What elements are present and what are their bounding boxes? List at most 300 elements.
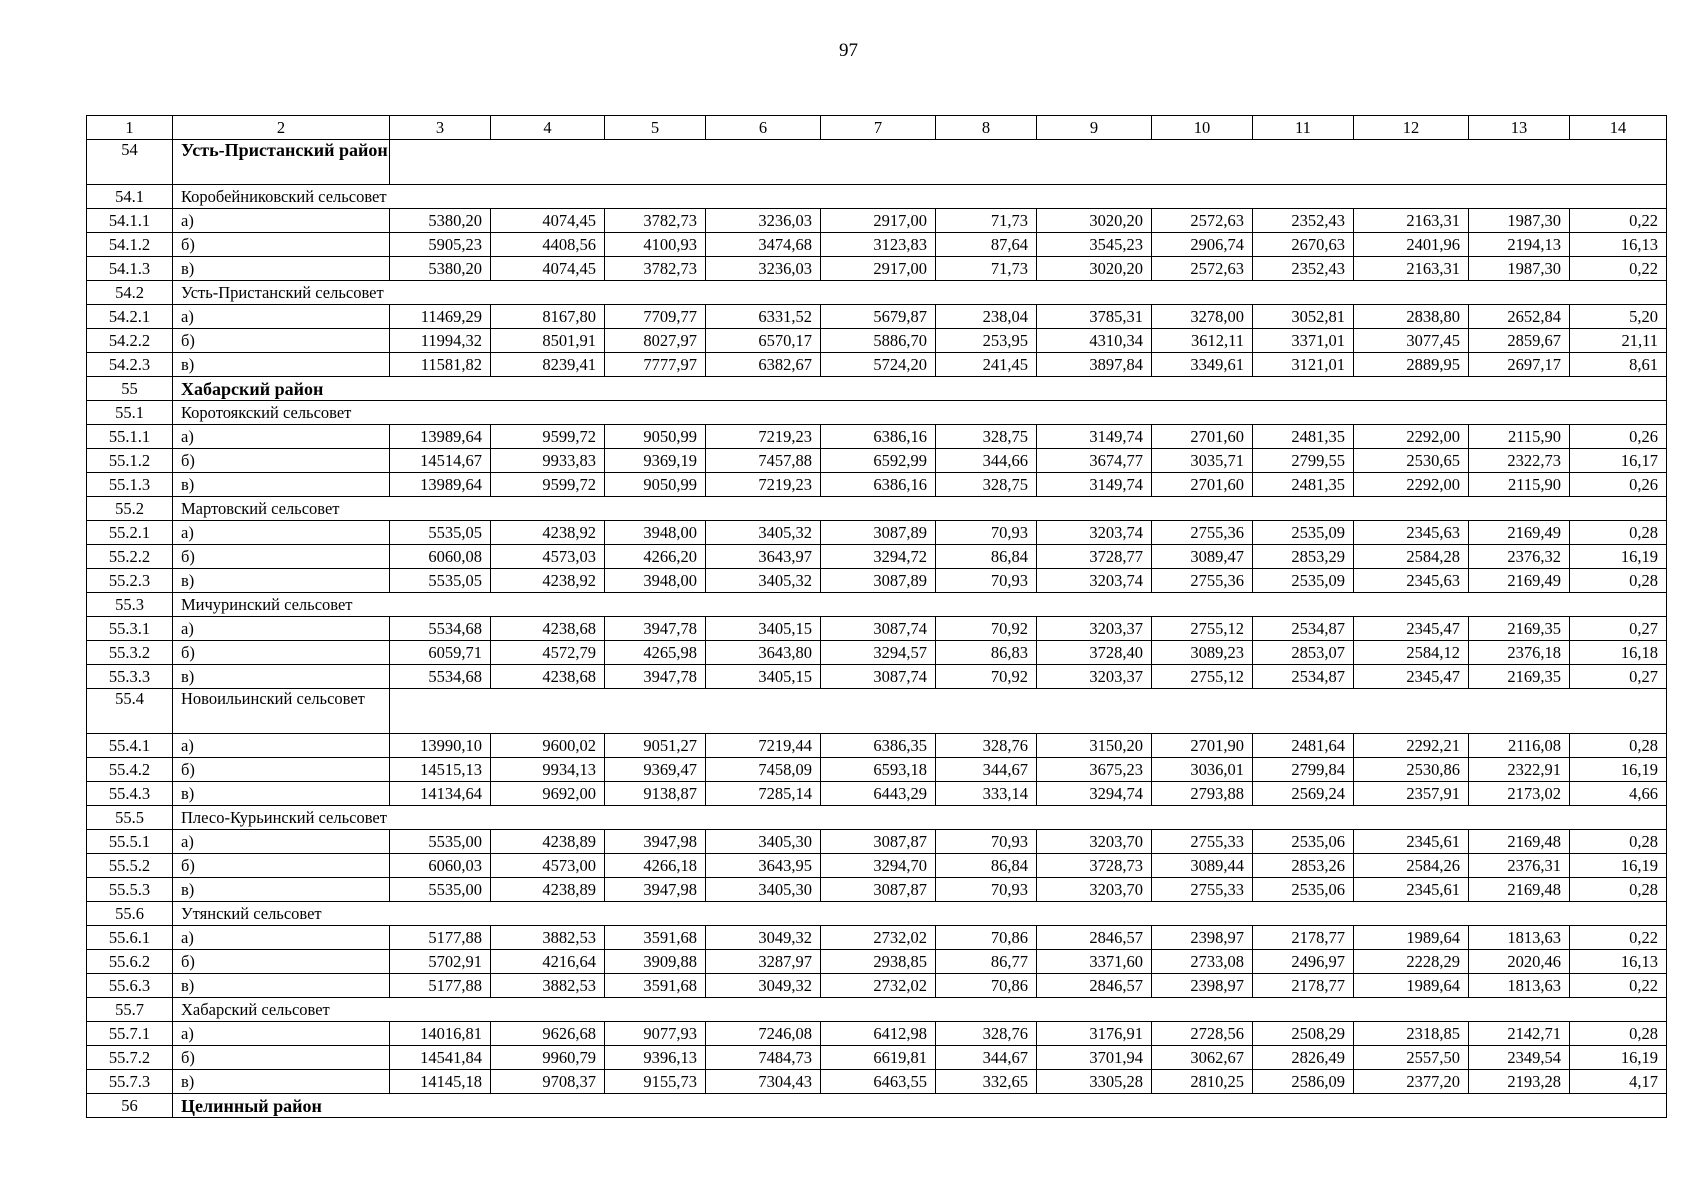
value-cell: 4100,93 [605,233,706,257]
value-cell: 3203,74 [1037,569,1152,593]
value-cell: 3882,53 [491,926,605,950]
value-cell: 9050,99 [605,473,706,497]
value-cell: 3087,87 [821,830,936,854]
value-cell: 3882,53 [491,974,605,998]
row-code: 54.1.3 [87,257,173,281]
value-cell: 9050,99 [605,425,706,449]
value-cell: 2701,60 [1152,473,1253,497]
row-code: 54.2.3 [87,353,173,377]
data-row [87,617,1667,641]
value-cell: 2169,49 [1469,521,1570,545]
value-cell: 0,26 [1570,425,1667,449]
value-cell: 16,13 [1570,233,1667,257]
value-cell: 8239,41 [491,353,605,377]
value-cell: 5535,00 [390,878,491,902]
value-cell: 3948,00 [605,569,706,593]
value-cell: 2853,07 [1253,641,1354,665]
row-label: б) [173,449,390,473]
value-cell: 344,67 [936,1046,1037,1070]
value-cell: 5886,70 [821,329,936,353]
value-cell: 2115,90 [1469,473,1570,497]
data-row [87,1046,1667,1070]
row-code: 55.5.1 [87,830,173,854]
value-cell: 2169,48 [1469,878,1570,902]
table-body [87,116,1667,1118]
value-cell: 2572,63 [1152,209,1253,233]
row-label: б) [173,1046,390,1070]
data-row [87,734,1667,758]
row-code: 55.1 [87,401,173,425]
value-cell: 2352,43 [1253,209,1354,233]
value-cell: 71,73 [936,257,1037,281]
row-code: 55.4.1 [87,734,173,758]
data-row [87,233,1667,257]
header-cell: 9 [1037,116,1152,140]
district-row [87,1094,1667,1118]
row-label: в) [173,1070,390,1094]
value-cell: 5,20 [1570,305,1667,329]
section-name: Мичуринский сельсовет [173,593,1667,617]
value-cell: 3405,15 [706,665,821,689]
value-cell: 3087,89 [821,569,936,593]
data-row [87,353,1667,377]
value-cell: 2530,86 [1354,758,1469,782]
row-label: б) [173,233,390,257]
value-cell: 6619,81 [821,1046,936,1070]
value-cell: 16,19 [1570,1046,1667,1070]
value-cell: 7219,23 [706,425,821,449]
value-cell: 2755,36 [1152,521,1253,545]
value-cell: 4573,00 [491,854,605,878]
value-cell: 8167,80 [491,305,605,329]
value-cell: 3049,32 [706,974,821,998]
value-cell: 2322,91 [1469,758,1570,782]
row-label: в) [173,665,390,689]
value-cell: 0,28 [1570,521,1667,545]
value-cell: 70,93 [936,878,1037,902]
value-cell: 5702,91 [390,950,491,974]
row-code: 55.6.3 [87,974,173,998]
value-cell: 3203,70 [1037,878,1152,902]
value-cell: 6463,55 [821,1070,936,1094]
value-cell: 2584,26 [1354,854,1469,878]
value-cell: 2572,63 [1152,257,1253,281]
row-code: 54.1.1 [87,209,173,233]
value-cell: 4,66 [1570,782,1667,806]
value-cell: 3947,98 [605,878,706,902]
value-cell: 4238,89 [491,830,605,854]
value-cell: 2846,57 [1037,926,1152,950]
value-cell: 328,75 [936,473,1037,497]
row-code: 55.1.2 [87,449,173,473]
value-cell: 344,67 [936,758,1037,782]
value-cell: 2345,61 [1354,878,1469,902]
value-cell: 2228,29 [1354,950,1469,974]
value-cell: 3123,83 [821,233,936,257]
row-code: 55.6 [87,902,173,926]
value-cell: 2535,09 [1253,569,1354,593]
value-cell: 2917,00 [821,257,936,281]
section-name: Коробейниковский сельсовет [173,185,1667,209]
value-cell: 3591,68 [605,926,706,950]
value-cell: 4216,64 [491,950,605,974]
value-cell: 2917,00 [821,209,936,233]
value-cell: 1813,63 [1469,926,1570,950]
value-cell: 2345,61 [1354,830,1469,854]
value-cell: 3643,97 [706,545,821,569]
data-row [87,449,1667,473]
row-code: 54.1 [87,185,173,209]
row-label: в) [173,878,390,902]
value-cell: 6386,35 [821,734,936,758]
value-cell: 2481,64 [1253,734,1354,758]
value-cell: 9369,19 [605,449,706,473]
header-cell: 13 [1469,116,1570,140]
row-label: б) [173,545,390,569]
value-cell: 7219,23 [706,473,821,497]
tariff-table [86,115,1667,1118]
value-cell: 14515,13 [390,758,491,782]
value-cell: 3405,32 [706,521,821,545]
value-cell: 2292,00 [1354,425,1469,449]
value-cell: 3287,97 [706,950,821,974]
value-cell: 2838,80 [1354,305,1469,329]
value-cell: 11994,32 [390,329,491,353]
value-cell: 2345,47 [1354,665,1469,689]
value-cell: 6570,17 [706,329,821,353]
value-cell: 3674,77 [1037,449,1152,473]
row-label: б) [173,641,390,665]
value-cell: 5905,23 [390,233,491,257]
value-cell: 2163,31 [1354,209,1469,233]
value-cell: 4408,56 [491,233,605,257]
district-row [87,377,1667,401]
value-cell: 2292,00 [1354,473,1469,497]
header-cell: 8 [936,116,1037,140]
district-name: Хабарский район [173,377,1667,401]
value-cell: 1987,30 [1469,209,1570,233]
value-cell: 9138,87 [605,782,706,806]
value-cell: 3782,73 [605,209,706,233]
value-cell: 238,04 [936,305,1037,329]
value-cell: 3020,20 [1037,257,1152,281]
value-cell: 3294,70 [821,854,936,878]
value-cell: 2376,18 [1469,641,1570,665]
value-cell: 5177,88 [390,926,491,950]
value-cell: 5534,68 [390,617,491,641]
value-cell: 5380,20 [390,209,491,233]
value-cell: 16,17 [1570,449,1667,473]
value-cell: 2799,55 [1253,449,1354,473]
value-cell: 3349,61 [1152,353,1253,377]
value-cell: 2352,43 [1253,257,1354,281]
value-cell: 9051,27 [605,734,706,758]
value-cell: 2376,31 [1469,854,1570,878]
value-cell: 70,86 [936,974,1037,998]
value-cell: 9960,79 [491,1046,605,1070]
value-cell: 2357,91 [1354,782,1469,806]
value-cell: 2345,63 [1354,521,1469,545]
value-cell: 3121,01 [1253,353,1354,377]
value-cell: 3176,91 [1037,1022,1152,1046]
value-cell: 2173,02 [1469,782,1570,806]
value-cell: 2349,54 [1469,1046,1570,1070]
value-cell: 6060,03 [390,854,491,878]
value-cell: 9369,47 [605,758,706,782]
value-cell: 9396,13 [605,1046,706,1070]
value-cell: 2584,28 [1354,545,1469,569]
value-cell: 4074,45 [491,209,605,233]
value-cell: 3020,20 [1037,209,1152,233]
value-cell: 9599,72 [491,425,605,449]
district-name: Целинный район [173,1094,1667,1118]
value-cell: 1987,30 [1469,257,1570,281]
value-cell: 2697,17 [1469,353,1570,377]
value-cell: 2826,49 [1253,1046,1354,1070]
value-cell: 4573,03 [491,545,605,569]
row-label: а) [173,830,390,854]
row-label: а) [173,305,390,329]
value-cell: 0,22 [1570,257,1667,281]
value-cell: 4238,92 [491,569,605,593]
data-row [87,521,1667,545]
header-cell: 2 [173,116,390,140]
value-cell: 3305,28 [1037,1070,1152,1094]
value-cell: 9708,37 [491,1070,605,1094]
value-cell: 4074,45 [491,257,605,281]
value-cell: 2733,08 [1152,950,1253,974]
value-cell: 3728,77 [1037,545,1152,569]
value-cell: 3294,74 [1037,782,1152,806]
value-cell: 6593,18 [821,758,936,782]
value-cell: 2194,13 [1469,233,1570,257]
data-row [87,209,1667,233]
value-cell: 70,93 [936,521,1037,545]
value-cell: 3545,23 [1037,233,1152,257]
section-row [87,902,1667,926]
data-row [87,854,1667,878]
value-cell: 70,92 [936,665,1037,689]
value-cell: 2496,97 [1253,950,1354,974]
value-cell: 3371,01 [1253,329,1354,353]
value-cell: 2732,02 [821,974,936,998]
section-row [87,998,1667,1022]
value-cell: 5535,00 [390,830,491,854]
row-label: а) [173,209,390,233]
value-cell: 16,18 [1570,641,1667,665]
value-cell: 9599,72 [491,473,605,497]
value-cell: 6412,98 [821,1022,936,1046]
value-cell: 2345,47 [1354,617,1469,641]
value-cell: 0,22 [1570,974,1667,998]
value-cell: 5535,05 [390,569,491,593]
value-cell: 253,95 [936,329,1037,353]
value-cell: 3278,00 [1152,305,1253,329]
row-code: 55.7.2 [87,1046,173,1070]
value-cell: 2193,28 [1469,1070,1570,1094]
value-cell: 2846,57 [1037,974,1152,998]
value-cell: 2732,02 [821,926,936,950]
page-number: 97 [839,40,858,61]
header-cell: 11 [1253,116,1354,140]
row-code: 55.4.3 [87,782,173,806]
value-cell: 21,11 [1570,329,1667,353]
data-row [87,926,1667,950]
value-cell: 3087,74 [821,617,936,641]
row-label: б) [173,950,390,974]
value-cell: 2178,77 [1253,926,1354,950]
row-code: 54 [87,140,173,185]
row-code: 54.2.1 [87,305,173,329]
section-name: Плесо-Курьинский сельсовет [173,806,1667,830]
row-code: 55.3.2 [87,641,173,665]
value-cell: 2584,12 [1354,641,1469,665]
section-row [87,185,1667,209]
value-cell: 2853,26 [1253,854,1354,878]
value-cell: 0,28 [1570,734,1667,758]
value-cell: 328,75 [936,425,1037,449]
data-row [87,329,1667,353]
value-cell: 2376,32 [1469,545,1570,569]
value-cell: 0,27 [1570,617,1667,641]
value-cell: 2586,09 [1253,1070,1354,1094]
row-code: 55.5.2 [87,854,173,878]
value-cell: 7246,08 [706,1022,821,1046]
value-cell: 241,45 [936,353,1037,377]
data-row [87,425,1667,449]
header-cell: 14 [1570,116,1667,140]
value-cell: 8501,91 [491,329,605,353]
data-row [87,758,1667,782]
row-label: а) [173,926,390,950]
value-cell: 4265,98 [605,641,706,665]
value-cell: 1813,63 [1469,974,1570,998]
value-cell: 3052,81 [1253,305,1354,329]
value-cell: 2859,67 [1469,329,1570,353]
value-cell: 2755,12 [1152,665,1253,689]
data-row [87,782,1667,806]
data-row [87,545,1667,569]
value-cell: 3612,11 [1152,329,1253,353]
value-cell: 3405,30 [706,830,821,854]
row-label: б) [173,329,390,353]
row-label: в) [173,353,390,377]
header-row [87,116,1667,140]
value-cell: 3087,74 [821,665,936,689]
value-cell: 2169,49 [1469,569,1570,593]
row-code: 54.2.2 [87,329,173,353]
value-cell: 2481,35 [1253,473,1354,497]
value-cell: 86,77 [936,950,1037,974]
value-cell: 332,65 [936,1070,1037,1094]
row-label: а) [173,617,390,641]
value-cell: 6382,67 [706,353,821,377]
value-cell: 3405,15 [706,617,821,641]
section-name: Коротоякский сельсовет [173,401,1667,425]
value-cell: 2116,08 [1469,734,1570,758]
row-label: в) [173,782,390,806]
value-cell: 71,73 [936,209,1037,233]
value-cell: 2755,36 [1152,569,1253,593]
value-cell: 3371,60 [1037,950,1152,974]
value-cell: 3089,44 [1152,854,1253,878]
value-cell: 3236,03 [706,257,821,281]
value-cell: 2557,50 [1354,1046,1469,1070]
value-cell: 6059,71 [390,641,491,665]
data-row [87,878,1667,902]
value-cell: 3728,40 [1037,641,1152,665]
value-cell: 7304,43 [706,1070,821,1094]
value-cell: 16,13 [1570,950,1667,974]
value-cell: 2755,12 [1152,617,1253,641]
value-cell: 5724,20 [821,353,936,377]
row-code: 55.1.3 [87,473,173,497]
value-cell: 11469,29 [390,305,491,329]
value-cell: 2535,06 [1253,878,1354,902]
value-cell: 3149,74 [1037,425,1152,449]
value-cell: 3947,78 [605,617,706,641]
value-cell: 0,27 [1570,665,1667,689]
value-cell: 6443,29 [821,782,936,806]
row-code: 55.7.3 [87,1070,173,1094]
value-cell: 2401,96 [1354,233,1469,257]
section-name: Мартовский сельсовет [173,497,1667,521]
value-cell: 6386,16 [821,425,936,449]
value-cell: 3049,32 [706,926,821,950]
value-cell: 3591,68 [605,974,706,998]
row-code: 55.1.1 [87,425,173,449]
row-code: 55.7.1 [87,1022,173,1046]
value-cell: 3405,30 [706,878,821,902]
value-cell: 1989,64 [1354,926,1469,950]
value-cell: 7709,77 [605,305,706,329]
value-cell: 3782,73 [605,257,706,281]
row-code: 56 [87,1094,173,1118]
row-code: 55.2 [87,497,173,521]
value-cell: 14016,81 [390,1022,491,1046]
value-cell: 14541,84 [390,1046,491,1070]
value-cell: 3203,74 [1037,521,1152,545]
value-cell: 2534,87 [1253,665,1354,689]
value-cell: 0,28 [1570,878,1667,902]
value-cell: 2481,35 [1253,425,1354,449]
value-cell: 0,22 [1570,926,1667,950]
row-code: 54.1.2 [87,233,173,257]
data-row [87,665,1667,689]
section-row [87,593,1667,617]
row-label: а) [173,734,390,758]
data-row [87,305,1667,329]
value-cell: 87,64 [936,233,1037,257]
value-cell: 2652,84 [1469,305,1570,329]
value-cell: 2535,06 [1253,830,1354,854]
value-cell: 5534,68 [390,665,491,689]
row-label: б) [173,758,390,782]
value-cell: 3701,94 [1037,1046,1152,1070]
value-cell: 9077,93 [605,1022,706,1046]
header-cell: 5 [605,116,706,140]
row-label: а) [173,521,390,545]
header-cell: 3 [390,116,491,140]
value-cell: 4,17 [1570,1070,1667,1094]
value-cell: 8,61 [1570,353,1667,377]
data-row [87,974,1667,998]
section-name: Утянский сельсовет [173,902,1667,926]
value-cell: 3203,37 [1037,665,1152,689]
value-cell: 2906,74 [1152,233,1253,257]
value-cell: 14134,64 [390,782,491,806]
row-code: 55.3.1 [87,617,173,641]
